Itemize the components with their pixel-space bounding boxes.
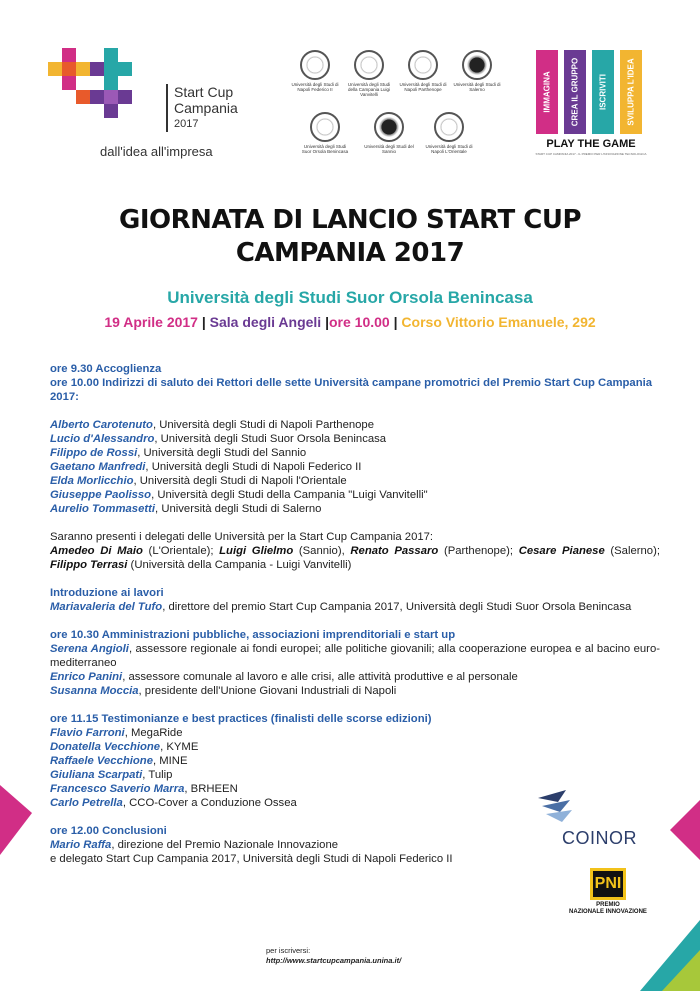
list-item: Susanna Moccia, presidente dell'Unione Giovani Industriali di Napoli bbox=[50, 685, 397, 697]
list-item: Francesco Saverio Marra, BRHEEN bbox=[50, 783, 238, 795]
ptg-bar-4: SVILUPPA L'IDEA bbox=[620, 50, 642, 134]
corner-decoration-left bbox=[0, 785, 32, 855]
event-room: Sala degli Angeli bbox=[209, 314, 322, 330]
seal-salerno: Università degli Studi di Salerno bbox=[452, 50, 502, 92]
list-item: Elda Morlicchio, Università degli Studi di Napoli l'Orientale bbox=[50, 475, 347, 487]
list-item: Aurelio Tommasetti, Università degli Studi di Salerno bbox=[50, 503, 322, 515]
seal-icon bbox=[408, 50, 438, 80]
cross-mosaic-icon bbox=[48, 48, 152, 128]
list-item: Donatella Vecchione, KYME bbox=[50, 741, 199, 753]
event-info-line: 19 Aprile 2017 | Sala degli Angeli |ore 10.00 | Corso Vittorio Emanuele, 292 bbox=[104, 314, 596, 330]
list-item: Lucio d'Alessandro, Università degli Studi Suor Orsola Benincasa bbox=[50, 433, 387, 445]
seal-sannio: Università degli Studi del Sannio bbox=[364, 112, 414, 154]
seal-icon bbox=[354, 50, 384, 80]
seal-parthenope: Università degli Studi di Napoli Parthenope bbox=[398, 50, 448, 92]
ptg-bar-1: IMMAGINA bbox=[536, 50, 558, 134]
delegates-intro: Saranno presenti i delegati delle Università per la Start Cup Campania 2017: bbox=[50, 531, 434, 543]
list-item: Gaetano Manfredi, Università degli Studi di Napoli Federico II bbox=[50, 461, 362, 473]
list-item: Enrico Panini, assessore comunale al lavoro e alle crisi, alle attività produttive e al personale bbox=[50, 671, 518, 683]
section-heading: Introduzione ai lavori bbox=[50, 587, 164, 599]
section-heading: ore 9.30 Accoglienza bbox=[50, 363, 162, 375]
seal-icon bbox=[300, 50, 330, 80]
list-item: Giuseppe Paolisso, Università degli Studi della Campania "Luigi Vanvitelli" bbox=[50, 489, 428, 501]
list-item: Giuliana Scarpati, Tulip bbox=[50, 769, 173, 781]
logo-title: Start Cup Campania 2017 bbox=[166, 84, 238, 132]
list-item: e delegato Start Cup Campania 2017, Università degli Studi di Napoli Federico II bbox=[50, 853, 453, 865]
ptg-bar-2: CREA IL GRUPPO bbox=[564, 50, 586, 134]
seal-icon bbox=[374, 112, 404, 142]
list-item: Mario Raffa, direzione del Premio Nazionale Innovazione bbox=[50, 839, 339, 851]
seal-icon bbox=[462, 50, 492, 80]
ptg-bar-3: ISCRIVITI bbox=[592, 50, 614, 134]
event-date: 19 Aprile 2017 bbox=[104, 314, 198, 330]
ptg-subtitle: START CUP CAMPANIA 2017 - IL PREMIO PER L'INNOVAZIONE TECNOLOGICA bbox=[535, 152, 647, 156]
seal-orientale: Università degli Studi di Napoli L'Orientale bbox=[424, 112, 474, 154]
section-heading: ore 10.00 Indirizzi di saluto dei Rettori delle sette Università campane promotrici del Premio Start Cup Campania 2017: bbox=[50, 377, 653, 403]
university-seals bbox=[290, 50, 510, 170]
logo-tagline: dall'idea all'impresa bbox=[100, 144, 213, 159]
play-the-game-logo bbox=[532, 50, 650, 160]
list-item: Mariavaleria del Tufo, direttore del premio Start Cup Campania 2017, Università degli Studi Suor Orsola Benincasa bbox=[50, 601, 632, 613]
coinor-mark-icon bbox=[536, 788, 576, 828]
list-item: Alberto Carotenuto, Università degli Studi di Napoli Parthenope bbox=[50, 419, 374, 431]
start-cup-logo bbox=[48, 48, 258, 168]
list-item: Carlo Petrella, CCO-Cover a Conduzione Ossea bbox=[50, 797, 297, 809]
corner-decoration-right-bottom bbox=[640, 920, 700, 991]
seal-vanvitelli: Università degli Studi della Campania Luigi Vanvitelli bbox=[344, 50, 394, 97]
ptg-title: PLAY THE GAME bbox=[546, 138, 636, 150]
seal-icon bbox=[434, 112, 464, 142]
list-item: Raffaele Vecchione, MINE bbox=[50, 755, 188, 767]
delegates-list: Amedeo Di Maio (L'Orientale); Luigi Glielmo (Sannio), Renato Passaro (Parthenope); Cesare Pianese (Salerno); Filippo Terrasi (Università della Campania - Luigi Vanvitelli) bbox=[50, 545, 660, 571]
page-title: GIORNATA DI LANCIO START CUP CAMPANIA 2017 bbox=[118, 205, 581, 268]
pni-mark-icon: PNI bbox=[590, 868, 626, 900]
rector-list bbox=[50, 418, 660, 516]
registration-link[interactable]: http://www.startcupcampania.unina.it/ bbox=[266, 956, 402, 965]
pni-logo: PNI PREMIO NAZIONALE INNOVAZIONE bbox=[568, 868, 648, 930]
seal-icon bbox=[310, 112, 340, 142]
event-time: ore 10.00 bbox=[329, 314, 390, 330]
event-address: Corso Vittorio Emanuele, 292 bbox=[401, 314, 596, 330]
venue-title: Università degli Studi Suor Orsola Benincasa bbox=[167, 288, 533, 307]
list-item: Serena Angioli, assessore regionale ai fondi europei; alle politiche giovanili; alla cooperazione europea e al bacino euro-mediterraneo bbox=[50, 643, 660, 669]
seal-suor-orsola: Università degli Studi Suor Orsola Benincasa bbox=[300, 112, 350, 154]
section-heading: ore 11.15 Testimonianze e best practices (finalisti delle scorse edizioni) bbox=[50, 713, 432, 725]
section-heading: ore 12.00 Conclusioni bbox=[50, 825, 167, 837]
corner-decoration-right-top bbox=[660, 800, 700, 860]
list-item: Flavio Farroni, MegaRide bbox=[50, 727, 183, 739]
section-heading: ore 10.30 Amministrazioni pubbliche, associazioni imprenditoriali e start up bbox=[50, 629, 456, 641]
seal-federico-ii: Università degli Studi di Napoli Federico II bbox=[290, 50, 340, 92]
coinor-logo: COINOR bbox=[532, 788, 652, 850]
list-item: Filippo de Rossi, Università degli Studi del Sannio bbox=[50, 447, 307, 459]
footer: per iscriversi: http://www.startcupcampania.unina.it/ bbox=[266, 946, 402, 965]
